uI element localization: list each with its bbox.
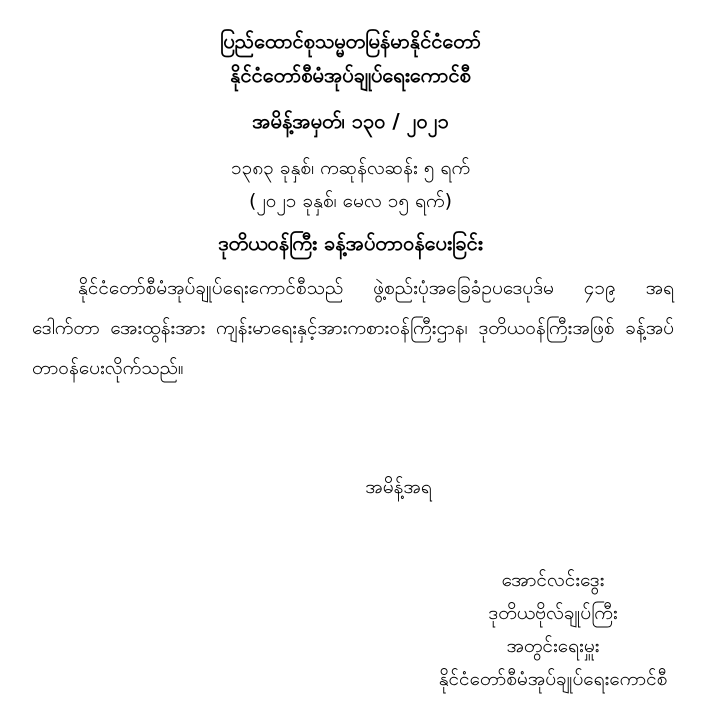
national-title: ပြည်ထောင်စုသမ္မတမြန်မာနိုင်ငံတော် bbox=[220, 29, 481, 53]
order-number: အမိန့်အမှတ်၊ ၁၃၀ / ၂၀၂၁ bbox=[252, 109, 449, 133]
signatory-position: အတွင်းရေးမှူး bbox=[506, 635, 600, 657]
signatory-rank: ဒုတိယဗိုလ်ချုပ်ကြီး bbox=[488, 602, 618, 624]
signatory-name: အောင်လင်းဒွေး bbox=[501, 569, 605, 591]
date-block bbox=[0, 152, 701, 218]
by-order-text: အမိန့်အရ bbox=[365, 476, 432, 498]
myanmar-era-date: ၁၃၈၃ ခုနှစ်၊ ကဆုန်လဆန်း ၅ ရက် bbox=[230, 157, 471, 179]
signature-block bbox=[423, 564, 683, 696]
signatory-organization: နိုင်ငံတော်စီမံအုပ်ချုပ်ရေးကောင်စီ bbox=[438, 668, 668, 690]
order-body-paragraph: နိုင်ငံတော်စီမံအုပ်ချုပ်ရေးကောင်စီသည် ဖွဲ့စည်းပုံအခြေခံဥပဒေပုဒ်မ ၄၁၉ အရ ဒေါက်တာ အေးထွန်းအား ကျန်းမာရေးနှင့်အားကစားဝန်ကြီးဌာန၊ ဒုတိယဝန်ကြီးအဖြစ် ခန့်အပ်တာဝန်ပေးလိုက်သည်။ bbox=[32, 277, 674, 379]
council-title: နိုင်ငံတော်စီမံအုပ်ချုပ်ရေးကောင်စီ bbox=[230, 63, 471, 87]
gregorian-date: (၂၀၂၁ ခုနှစ်၊ မေလ ၁၅ ရက်) bbox=[248, 190, 453, 212]
subject-title: ဒုတိယဝန်ကြီး ခန့်အပ်တာဝန်ပေးခြင်း bbox=[218, 231, 483, 255]
